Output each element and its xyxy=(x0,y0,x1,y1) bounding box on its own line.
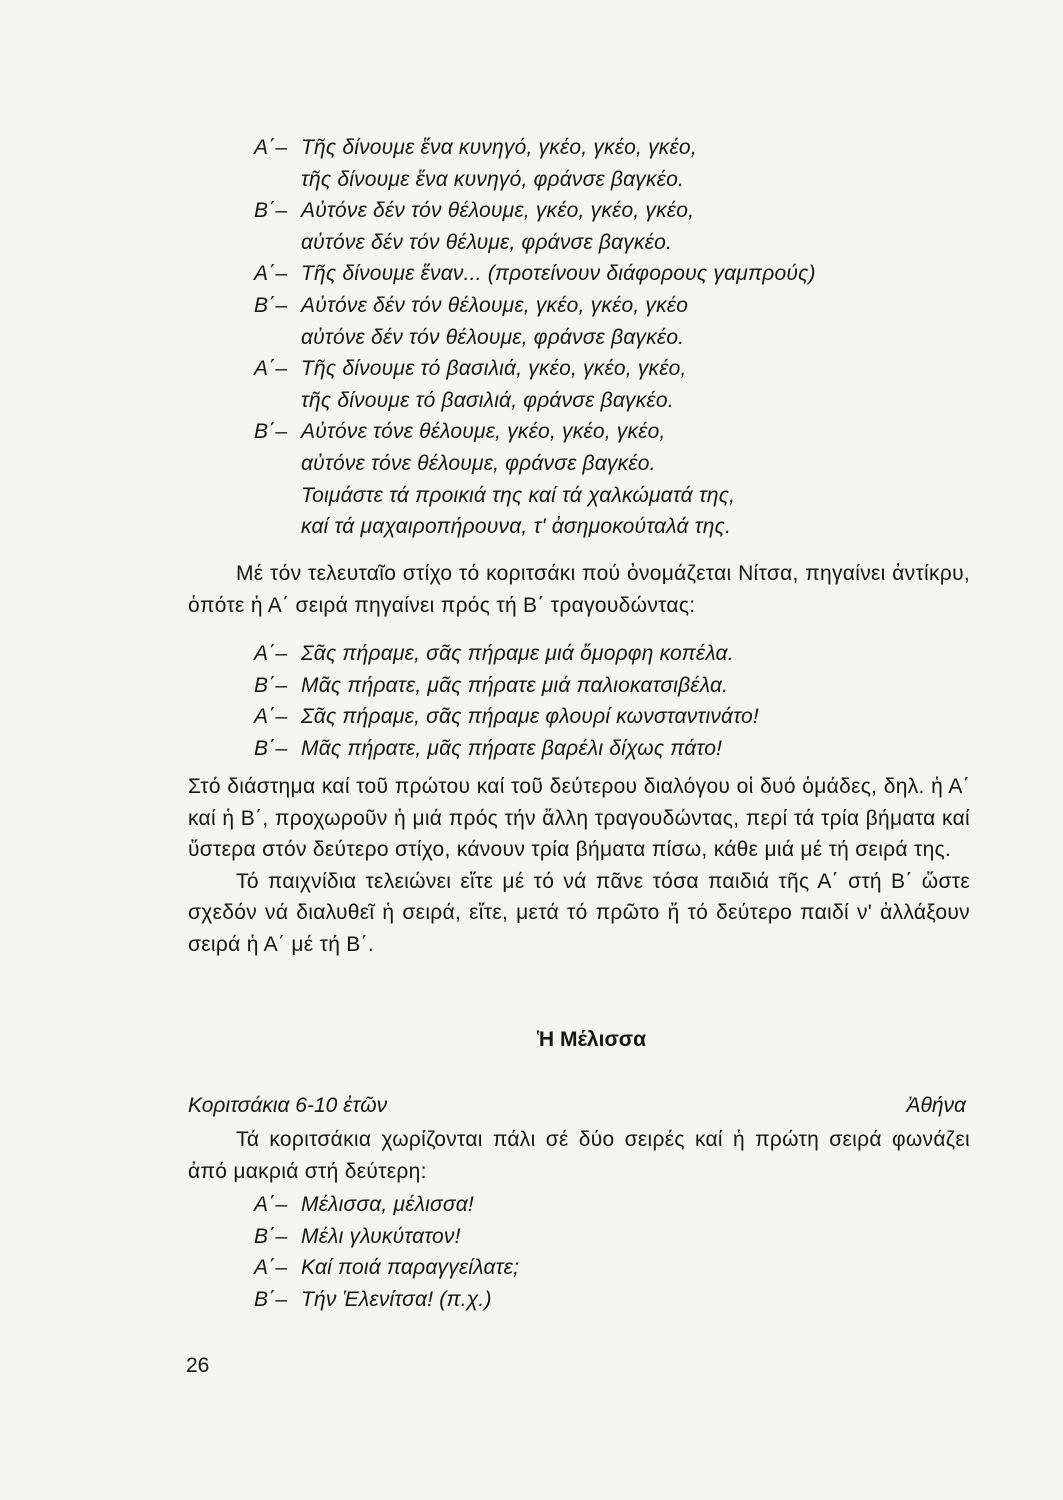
verse-line xyxy=(0,132,1063,164)
verse-line xyxy=(0,1252,1063,1284)
verse-line xyxy=(0,227,1063,259)
verse-text: αὐτόνε δέν τόν θέλουμε, φράνσε βαγκέο. xyxy=(301,325,685,349)
verse-line xyxy=(0,322,1063,354)
verse-line xyxy=(0,290,1063,322)
verse-text: Τήν Ἑλενίτσα! (π.χ.) xyxy=(301,1287,492,1311)
verse-line xyxy=(0,195,1063,227)
verse-text: Καί ποιά παραγγείλατε; xyxy=(301,1256,520,1280)
speaker-label: Β΄– xyxy=(254,1224,288,1248)
verse-text: καί τά μαχαιροπήρουνα, τ' ἀσημοκούταλά της. xyxy=(301,515,732,539)
speaker-label: Β΄– xyxy=(254,673,288,697)
page-number: 26 xyxy=(186,1354,210,1377)
verse-line xyxy=(0,1284,1063,1316)
verse-line xyxy=(0,1221,1063,1253)
verse-line xyxy=(0,701,1063,733)
verse-line xyxy=(0,480,1063,512)
verse-block-3 xyxy=(0,1189,1063,1315)
verse-text: αὐτόνε δέν τόν θέλυμε, φράνσε βαγκέο. xyxy=(301,230,672,254)
verse-text: αὐτόνε τόνε θέλουμε, φράνσε βαγκέο. xyxy=(301,451,656,475)
participants-label: Κοριτσάκια 6-10 ἐτῶν xyxy=(188,1094,388,1117)
section-title: Ἡ Μέλισσα xyxy=(536,1028,647,1051)
verse-line xyxy=(0,353,1063,385)
verse-line xyxy=(0,733,1063,765)
verse-line xyxy=(0,638,1063,670)
speaker-label: Α΄– xyxy=(254,642,288,665)
speaker-label: Β΄– xyxy=(254,420,288,444)
verse-text: Αὐτόνε τόνε θέλουμε, γκέο, γκέο, γκέο, xyxy=(301,420,666,444)
speaker-label: Α΄– xyxy=(254,1256,288,1280)
verse-line xyxy=(0,670,1063,702)
paragraph-1-block xyxy=(188,558,970,621)
verse-line xyxy=(0,511,1063,543)
speaker-label: Α΄– xyxy=(254,705,288,729)
speaker-label: Α΄– xyxy=(254,1193,288,1216)
verse-text: Μᾶς πήρατε, μᾶς πήρατε βαρέλι δίχως πάτο! xyxy=(301,736,723,760)
place-label: Ἀθήνα xyxy=(906,1094,966,1117)
verse-text: Αὐτόνε δέν τόν θέλουμε, γκέο, γκέο, γκέο xyxy=(301,293,689,317)
speaker-label: Β΄– xyxy=(254,736,288,760)
speaker-label: Β΄– xyxy=(254,199,288,223)
speaker-label: Α΄– xyxy=(254,262,288,286)
paragraph-4: Τά κοριτσάκια χωρίζονται πάλι σέ δύο σειρές καί ἡ πρώτη σειρά φωνάζει ἀπό μακριά στή δεύτερη: xyxy=(188,1128,970,1183)
speaker-label: Α΄– xyxy=(254,136,288,159)
verse-line xyxy=(0,258,1063,290)
speaker-label: Β΄– xyxy=(254,1287,288,1311)
verse-text: Τοιμάστε τά προικιά της καί τά χαλκώματά της, xyxy=(301,483,736,507)
verse-text: Σᾶς πήραμε, σᾶς πήραμε μιά ὄμορφη κοπέλα. xyxy=(301,642,734,665)
paragraph-2: Στό διάστημα καί τοῦ πρώτου καί τοῦ δεύτερου διαλόγου οἱ δυό ὁμάδες, δηλ. ἡ Α΄ καί ἡ Β΄, προχωροῦν ἡ μιά πρός τήν ἄλλη τραγουδώντας, περί τά τρία βήματα καί ὕστερα στόν δεύτερο στίχο, κάνουν τρία βήματα πίσω, κάθε μιά μέ τή σειρά της. xyxy=(188,775,970,862)
verse-line xyxy=(0,448,1063,480)
speaker-label: Β΄– xyxy=(254,293,288,317)
verse-text: Σᾶς πήραμε, σᾶς πήραμε φλουρί κωνσταντινάτο! xyxy=(301,705,759,729)
verse-text: Τῆς δίνουμε ἕναν... (προτείνουν διάφορους γαμπρούς) xyxy=(301,262,816,286)
paragraph-2-3-block xyxy=(188,771,970,961)
verse-block-1 xyxy=(0,132,1063,543)
verse-line xyxy=(0,416,1063,448)
verse-block-2 xyxy=(0,638,1063,764)
verse-text: τῆς δίνουμε ἕνα κυνηγό, φράνσε βαγκέο. xyxy=(301,167,685,191)
verse-text: Μέλισσα, μέλισσα! xyxy=(301,1193,474,1216)
verse-text: Τῆς δίνουμε ἕνα κυνηγό, γκέο, γκέο, γκέο, xyxy=(301,136,697,159)
verse-text: Αὐτόνε δέν τόν θέλουμε, γκέο, γκέο, γκέο, xyxy=(301,199,695,223)
verse-text: Μέλι γλυκύτατον! xyxy=(301,1224,461,1248)
paragraph-1: Μέ τόν τελευταῖο στίχο τό κοριτσάκι πού ὀνομάζεται Νίτσα, πηγαίνει ἀντίκρυ, ὁπότε ἡ Α΄ σειρά πηγαίνει πρός τή Β΄ τραγουδώντας: xyxy=(188,562,970,617)
paragraph-4-block xyxy=(188,1124,970,1187)
verse-line xyxy=(0,385,1063,417)
paragraph-3: Τό παιχνίδια τελειώνει εἴτε μέ τό νά πᾶνε τόσα παιδιά τῆς Α΄ στή Β΄ ὥστε σχεδόν νά διαλυθεῖ ἡ σειρά, εἴτε, μετά τό πρῶτο ἤ τό δεύτερο παιδί ν' ἀλλάξουν σειρά ἡ Α΄ μέ τή Β΄. xyxy=(188,869,970,956)
verse-line xyxy=(0,1189,1063,1221)
verse-text: Μᾶς πήρατε, μᾶς πήρατε μιά παλιοκατσιβέλα. xyxy=(301,673,729,697)
speaker-label: Α΄– xyxy=(254,357,288,381)
verse-text: Τῆς δίνουμε τό βασιλιά, γκέο, γκέο, γκέο, xyxy=(301,357,687,381)
verse-text: τῆς δίνουμε τό βασιλιά, φράνσε βαγκέο. xyxy=(301,388,674,412)
verse-line xyxy=(0,164,1063,196)
